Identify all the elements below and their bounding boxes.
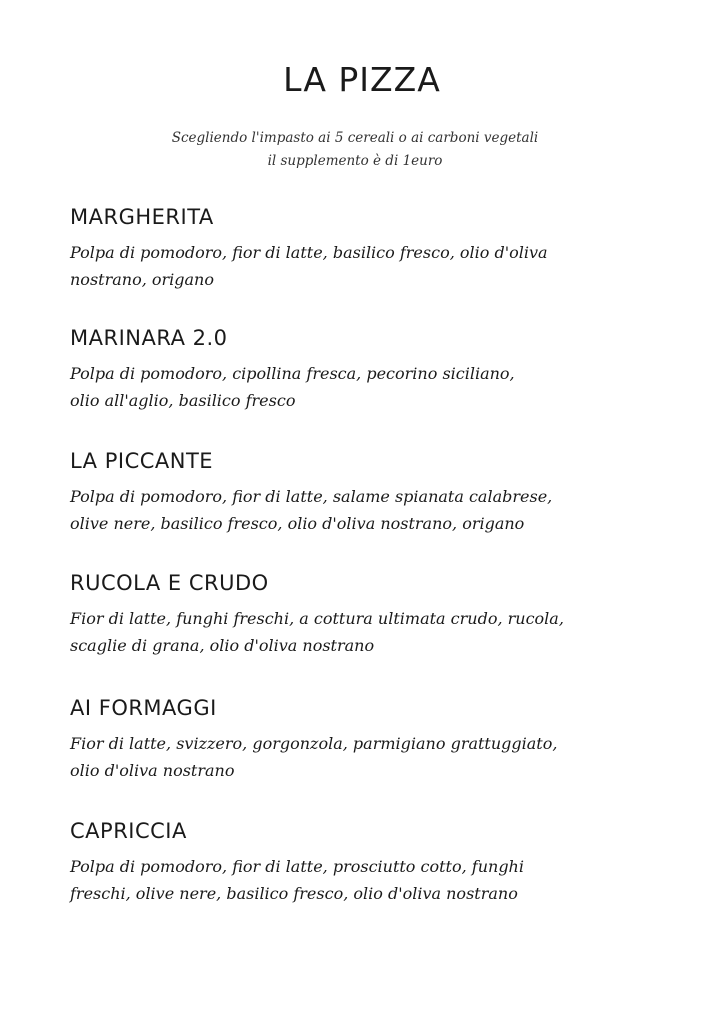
menu-item-description (70, 605, 670, 659)
description-line: freschi, olive nere, basilico fresco, olio d'oliva nostrano (70, 884, 518, 903)
description-line: Polpa di pomodoro, fior di latte, salame spianata calabrese, (70, 487, 553, 506)
description-line: Polpa di pomodoro, fior di latte, basilico fresco, olio d'oliva (70, 243, 548, 262)
menu-item-capriccia (70, 818, 670, 907)
menu-item-description (70, 853, 670, 907)
menu-item-name: MARGHERITA (70, 205, 214, 229)
menu-item-description (70, 483, 670, 537)
menu-item-name: MARINARA 2.0 (70, 326, 228, 350)
description-line: Polpa di pomodoro, cipollina fresca, pecorino siciliano, (70, 364, 515, 383)
menu-item-la-piccante (70, 448, 670, 537)
description-line: olive nere, basilico fresco, olio d'oliva nostrano, origano (70, 514, 525, 533)
menu-item-margherita (70, 204, 670, 293)
description-line: Fior di latte, funghi freschi, a cottura ultimata crudo, rucola, (70, 609, 564, 628)
description-line: Polpa di pomodoro, fior di latte, prosciutto cotto, funghi (70, 857, 524, 876)
menu-item-rucola-e-crudo (70, 570, 670, 659)
supplement-note-line-1: Scegliendo l'impasto ai 5 cereali o ai carboni vegetali (171, 130, 539, 146)
menu-item-description (70, 360, 670, 414)
page-title: LA PIZZA (283, 60, 441, 99)
description-line: olio all'aglio, basilico fresco (70, 391, 296, 410)
supplement-note-line-2: il supplemento è di 1euro (267, 153, 443, 169)
menu-item-description (70, 730, 670, 784)
menu-item-name: AI FORMAGGI (70, 696, 217, 720)
menu-item-description (70, 239, 670, 293)
menu-item-name: LA PICCANTE (70, 449, 214, 473)
menu-item-name: CAPRICCIA (70, 819, 187, 843)
description-line: Fior di latte, svizzero, gorgonzola, parmigiano grattuggiato, (70, 734, 558, 753)
menu-item-name: RUCOLA E CRUDO (70, 571, 269, 595)
menu-item-ai-formaggi (70, 695, 670, 784)
description-line: nostrano, origano (70, 270, 214, 289)
description-line: olio d'oliva nostrano (70, 761, 235, 780)
description-line: scaglie di grana, olio d'oliva nostrano (70, 636, 375, 655)
menu-item-marinara (70, 325, 670, 414)
